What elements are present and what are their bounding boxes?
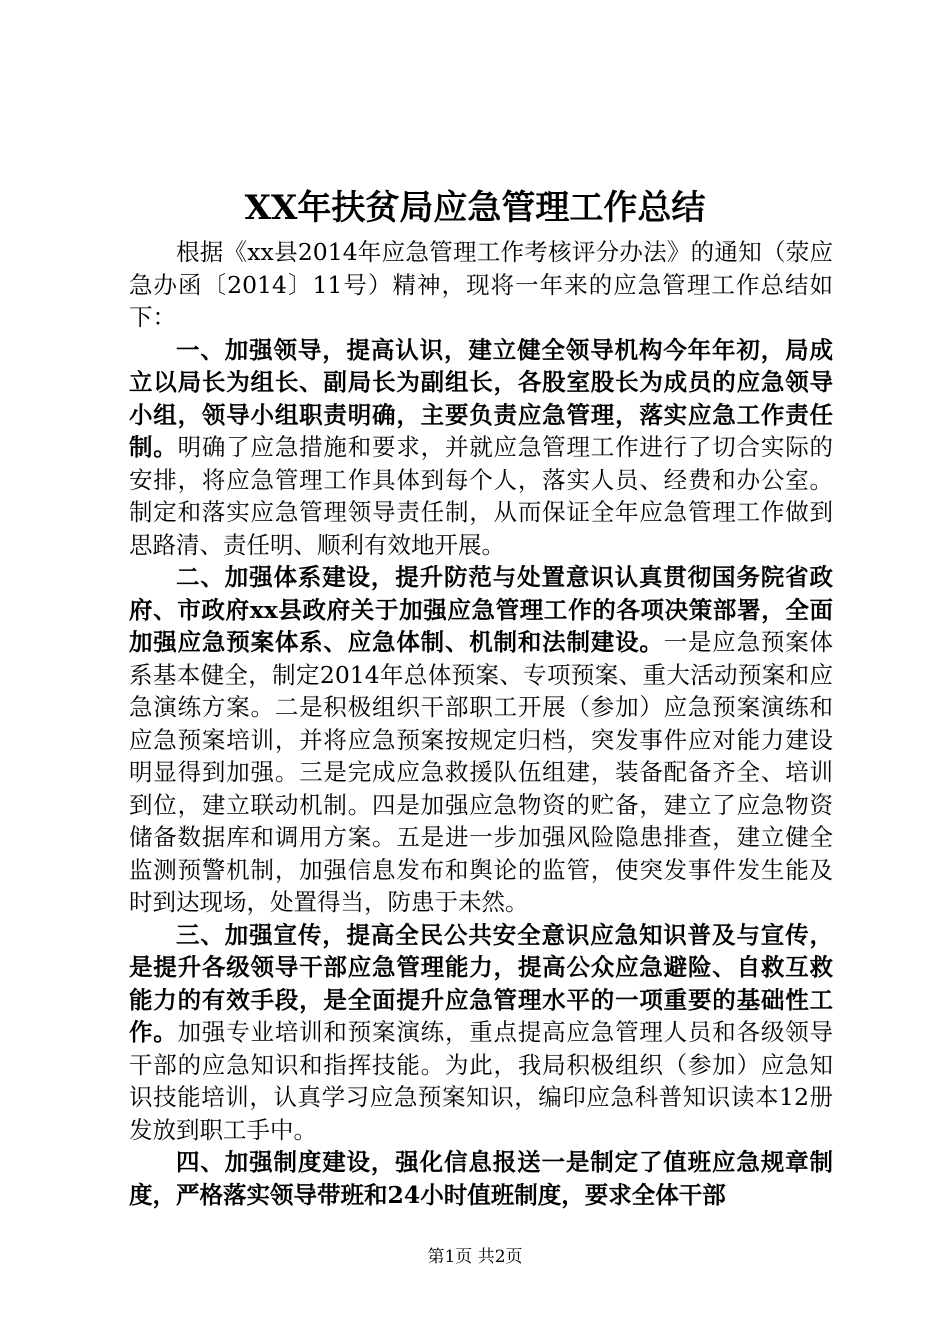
document-title: XX年扶贫局应急管理工作总结	[244, 188, 706, 228]
section-4-heading: 四、加强制度建设，强化信息报送一是制定了值班应急规章制度，严格落实领导带班和24小时值班制度，要求全体干部	[129, 1148, 833, 1209]
section-3-body: 加强专业培训和预案演练，重点提高应急管理人员和各级领导干部的应急知识和指挥技能。为此，我局积极组织（参加）应急知识技能培训，认真学习应急预案知识，编印应急科普知识读本12册发放到职工手中。	[129, 1018, 834, 1144]
section-3-paragraph	[129, 919, 833, 1147]
document-body	[129, 236, 833, 1211]
section-2-paragraph	[129, 561, 833, 919]
section-2-body: 一是应急预案体系基本健全，制定2014年总体预案、专项预案、重大活动预案和应急演练方案。二是积极组织干部职工开展（参加）应急预案演练和应急预案培训，并将应急预案按规定归档，突发事件应对能力建设明显得到加强。三是完成应急救援队伍组建，装备配备齐全、培训到位，建立联动机制。四是加强应急物资的贮备，建立了应急物资储备数据库和调用方案。五是进一步加强风险隐患排查，建立健全监测预警机制，加强信息发布和舆论的监管，使突发事件发生能及时到达现场，处置得当，防患于未然。	[129, 628, 834, 916]
section-2-heading: 二、加强体系建设，提升防范与处置意识认真贯彻国务院省政府、市政府xx县政府关于加强应急管理工作的各项决策部署，全面加强应急预案体系、应急体制、机制和法制建设。	[129, 563, 833, 656]
section-4-paragraph	[129, 1146, 833, 1211]
page-footer: 第1页 共2页	[427, 1247, 523, 1267]
intro-paragraph: 根据《xx县2014年应急管理工作考核评分办法》的通知（荥应急办函〔2014〕11号）精神，现将一年来的应急管理工作总结如下：	[129, 238, 833, 331]
section-1-paragraph	[129, 334, 833, 562]
section-1-body: 明确了应急措施和要求，并就应急管理工作进行了切合实际的安排，将应急管理工作具体到每个人，落实人员、经费和办公室。制定和落实应急管理领导责任制，从而保证全年应急管理工作做到思路清、责任明、顺利有效地开展。	[129, 433, 834, 559]
section-3-heading: 三、加强宣传，提高全民公共安全意识应急知识普及与宣传，是提升各级领导干部应急管理能力，提高公众应急避险、自救互救能力的有效手段，是全面提升应急管理水平的一项重要的基础性工作。	[129, 920, 833, 1046]
section-1-heading: 一、加强领导，提高认识，建立健全领导机构今年年初，局成立以局长为组长、副局长为副组长，各股室股长为成员的应急领导小组，领导小组职责明确，主要负责应急管理，落实应急工作责任制。	[129, 335, 833, 461]
